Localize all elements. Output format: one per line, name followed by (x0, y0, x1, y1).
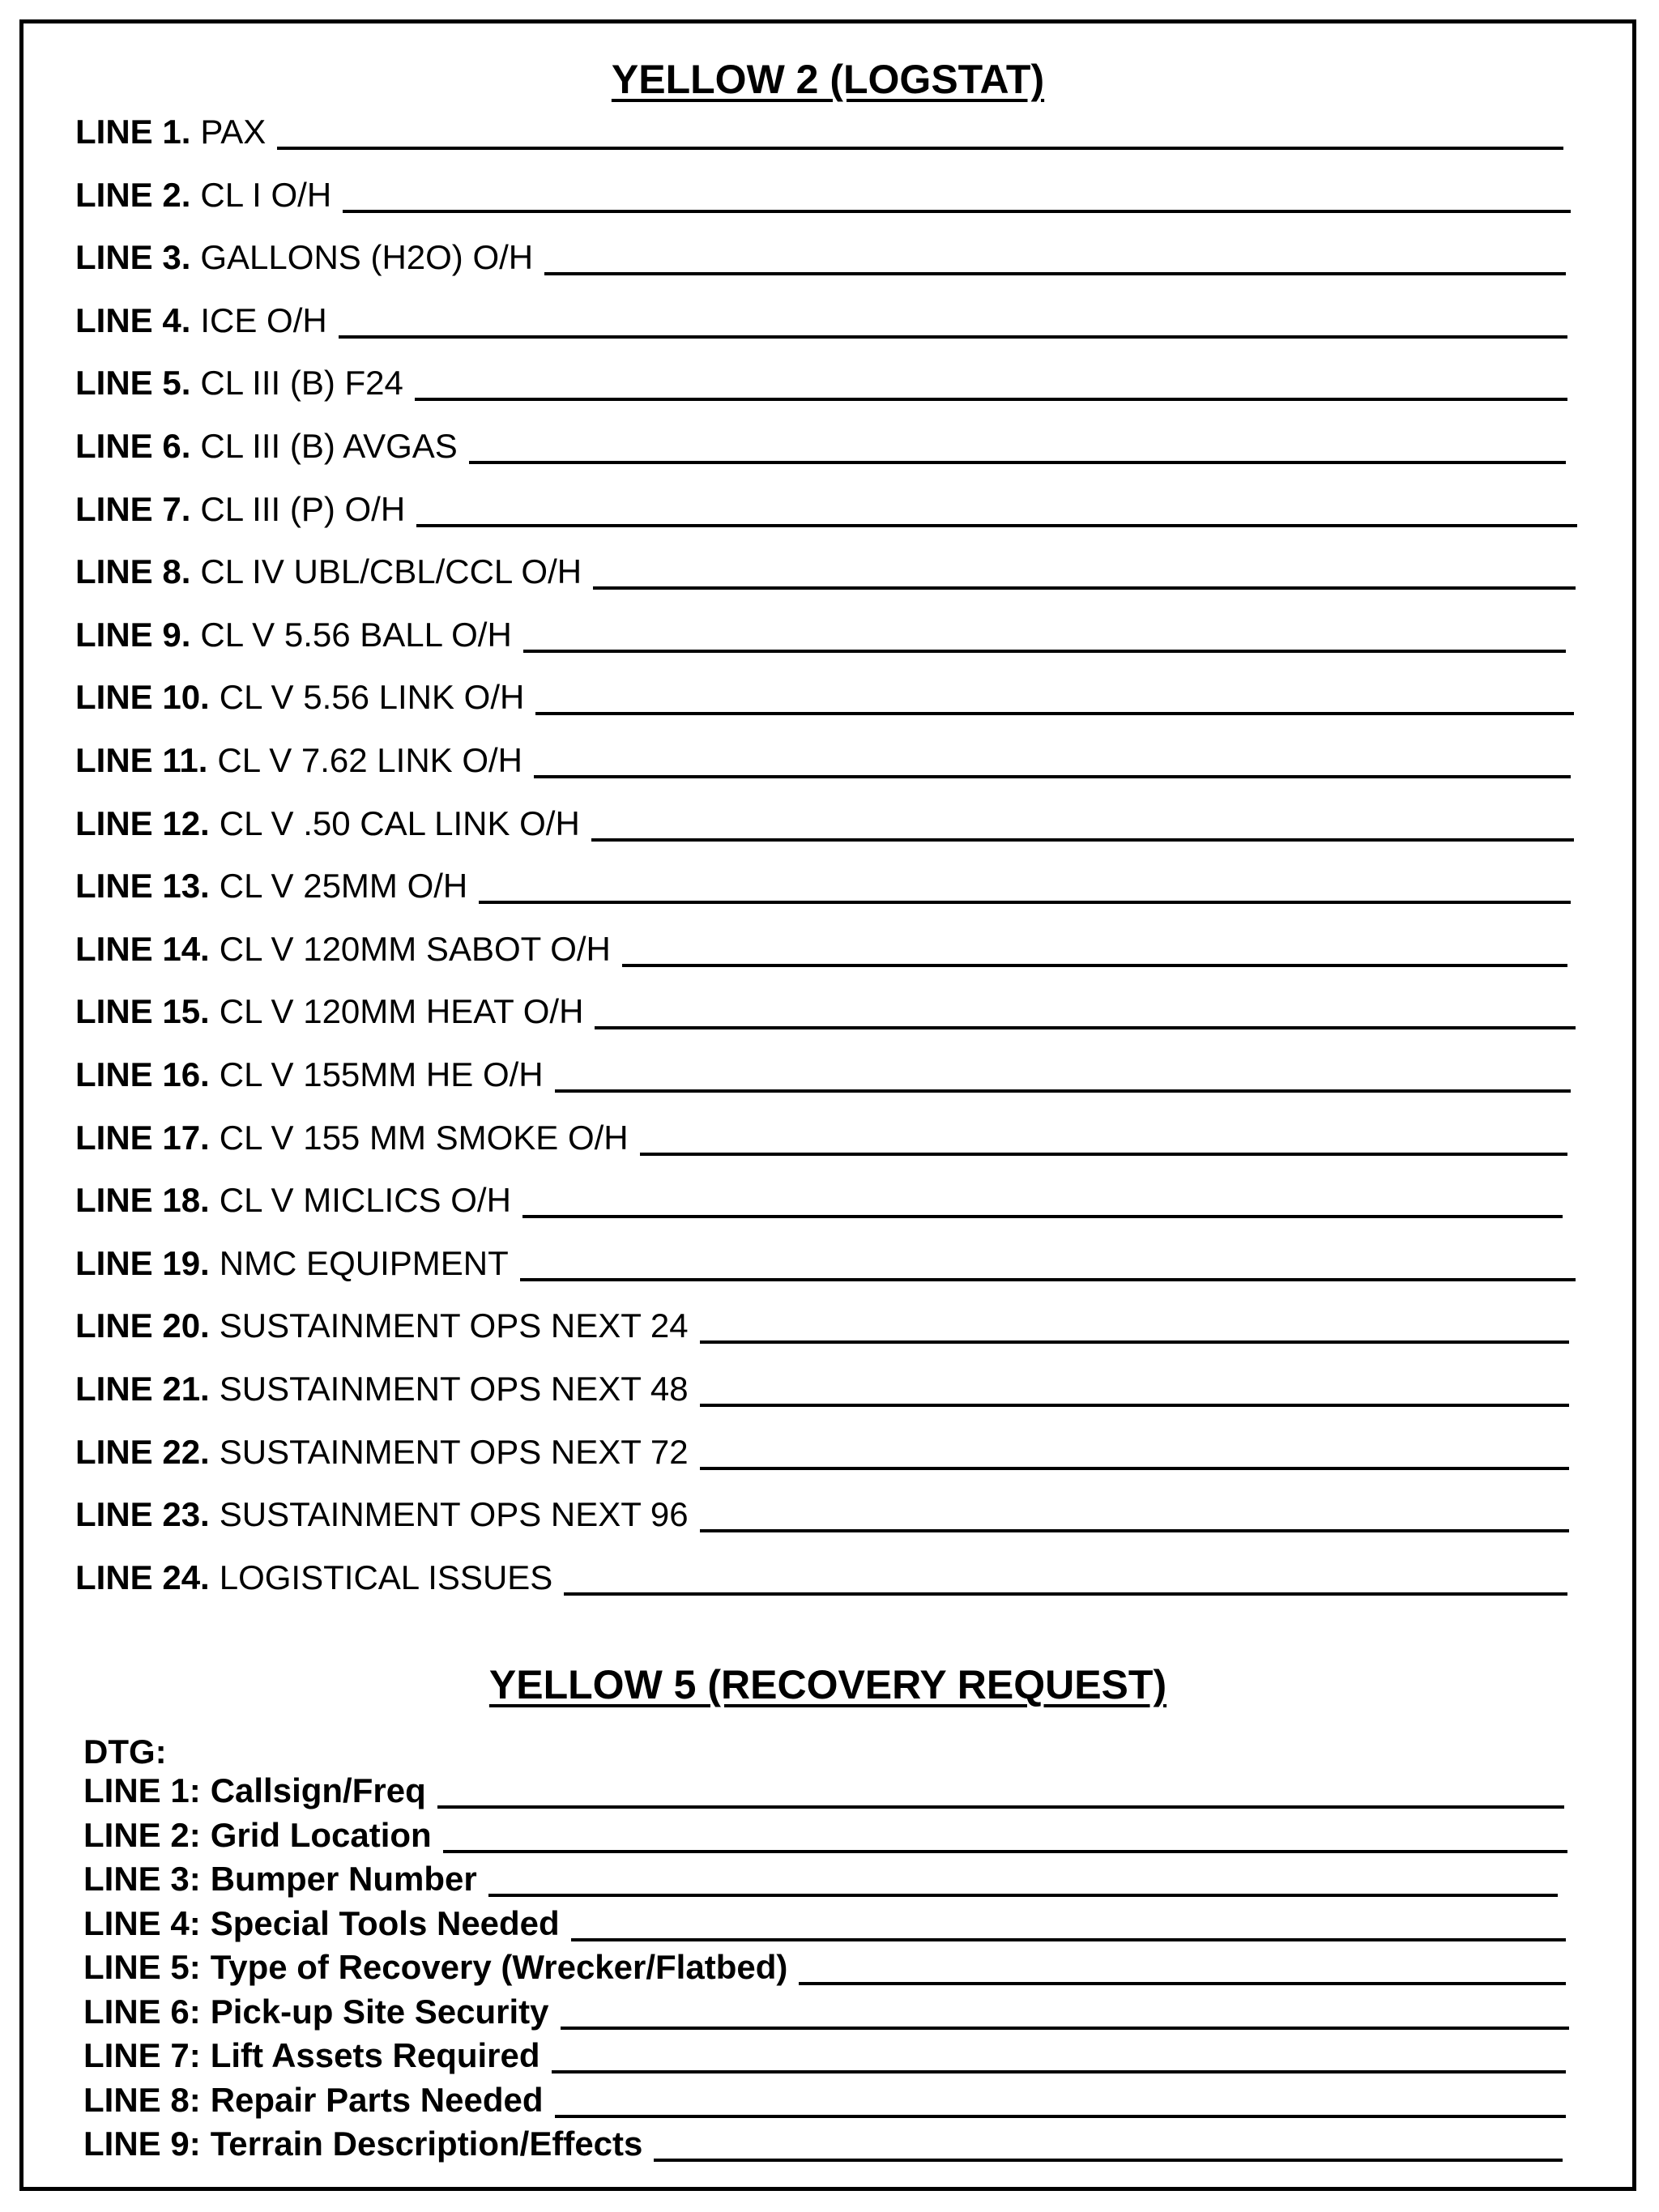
logstat-fill-in-blank[interactable] (595, 1026, 1576, 1029)
logstat-fill-in-blank[interactable] (339, 335, 1567, 339)
recovery-line-7 (83, 2027, 1566, 2075)
logstat-line-label: LOGISTICAL ISSUES (219, 1558, 553, 1596)
logstat-line-label: CL I O/H (200, 175, 332, 214)
logstat-line-number: LINE 23. (75, 1495, 210, 1534)
logstat-line-number: LINE 4. (75, 300, 191, 339)
logstat-fill-in-blank[interactable] (520, 1278, 1576, 1281)
logstat-line-label: GALLONS (H2O) O/H (200, 238, 534, 277)
logstat-line-16 (75, 1046, 1571, 1094)
logstat-line-12 (75, 795, 1574, 843)
logstat-line-22 (75, 1423, 1569, 1472)
logstat-line-number: LINE 17. (75, 1118, 210, 1157)
logstat-line-number: LINE 9. (75, 615, 191, 654)
logstat-line-number: LINE 22. (75, 1432, 210, 1471)
logstat-line-label: CL III (B) AVGAS (200, 427, 458, 465)
logstat-line-7 (75, 480, 1577, 529)
logstat-line-10 (75, 668, 1574, 717)
logstat-line-number: LINE 13. (75, 867, 210, 906)
logstat-line-number: LINE 5. (75, 364, 191, 403)
logstat-fill-in-blank[interactable] (415, 398, 1567, 401)
recovery-line-number: LINE 8: (83, 2080, 201, 2119)
logstat-line-21 (75, 1360, 1569, 1409)
recovery-line-label: Lift Assets Required (210, 2036, 540, 2074)
logstat-line-label: CL V 7.62 LINK O/H (217, 741, 523, 779)
logstat-fill-in-blank[interactable] (555, 1089, 1571, 1093)
logstat-fill-in-blank[interactable] (277, 147, 1563, 150)
recovery-line-2 (83, 1806, 1567, 1855)
logstat-line-number: LINE 20. (75, 1306, 210, 1345)
form-border (19, 19, 1636, 2191)
logstat-line-label: CL V 120MM SABOT O/H (219, 929, 611, 968)
logstat-fill-in-blank[interactable] (544, 272, 1566, 275)
logstat-line-11 (75, 731, 1571, 780)
dtg-label: DTG: (83, 1733, 167, 1771)
recovery-line-6 (83, 1983, 1569, 2031)
recovery-line-label: Type of Recovery (Wrecker/Flatbed) (210, 1948, 788, 1986)
logstat-line-label: CL III (P) O/H (200, 489, 406, 528)
logstat-line-label: CL V 5.56 BALL O/H (200, 615, 512, 654)
recovery-line-label: Terrain Description/Effects (210, 2125, 643, 2163)
logstat-line-label: CL V 25MM O/H (219, 867, 468, 906)
logstat-line-number: LINE 2. (75, 175, 191, 214)
recovery-line-8 (83, 2071, 1566, 2120)
logstat-line-8 (75, 543, 1576, 591)
logstat-line-label: CL V .50 CAL LINK O/H (219, 803, 580, 842)
logstat-fill-in-blank[interactable] (700, 1467, 1569, 1470)
logstat-fill-in-blank[interactable] (700, 1404, 1569, 1407)
logstat-line-3 (75, 228, 1566, 277)
logstat-line-17 (75, 1109, 1567, 1157)
logstat-line-label: CL III (B) F24 (200, 364, 403, 403)
logstat-fill-in-blank[interactable] (522, 1215, 1563, 1218)
logstat-line-5 (75, 354, 1567, 403)
logstat-fill-in-blank[interactable] (416, 524, 1577, 527)
logstat-line-1 (75, 103, 1563, 151)
logstat-line-number: LINE 12. (75, 803, 210, 842)
logstat-line-label: CL IV UBL/CBL/CCL O/H (200, 552, 582, 591)
logstat-line-label: CL V 5.56 LINK O/H (219, 678, 525, 717)
logstat-line-number: LINE 11. (75, 741, 208, 779)
recovery-title: YELLOW 5 (RECOVERY REQUEST) (488, 1662, 1167, 1707)
logstat-line-label: CL V 155MM HE O/H (219, 1055, 544, 1093)
logstat-line-number: LINE 8. (75, 552, 191, 591)
logstat-line-number: LINE 1. (75, 113, 191, 151)
logstat-line-2 (75, 166, 1571, 215)
recovery-line-1 (83, 1762, 1564, 1810)
logstat-line-label: ICE O/H (200, 300, 327, 339)
logstat-line-label: SUSTAINMENT OPS NEXT 72 (219, 1432, 689, 1471)
logstat-line-6 (75, 417, 1566, 466)
recovery-fill-in-blank[interactable] (654, 2159, 1563, 2162)
logstat-line-15 (75, 982, 1576, 1031)
logstat-fill-in-blank[interactable] (591, 838, 1574, 842)
logstat-line-number: LINE 15. (75, 992, 210, 1031)
logstat-line-label: CL V MICLICS O/H (219, 1181, 511, 1220)
logstat-line-14 (75, 920, 1567, 969)
logstat-line-number: LINE 18. (75, 1181, 210, 1220)
logstat-fill-in-blank[interactable] (593, 586, 1576, 590)
logstat-line-number: LINE 3. (75, 238, 191, 277)
logstat-line-number: LINE 14. (75, 929, 210, 968)
logstat-fill-in-blank[interactable] (640, 1153, 1567, 1156)
logstat-line-18 (75, 1171, 1563, 1220)
recovery-line-number: LINE 1: (83, 1771, 201, 1809)
recovery-line-label: Repair Parts Needed (210, 2080, 544, 2119)
logstat-fill-in-blank[interactable] (469, 461, 1566, 464)
logstat-fill-in-blank[interactable] (535, 712, 1574, 715)
recovery-line-label: Bumper Number (210, 1860, 477, 1898)
logstat-line-label: PAX (200, 113, 267, 151)
logstat-fill-in-blank[interactable] (622, 964, 1567, 967)
logstat-fill-in-blank[interactable] (479, 901, 1571, 904)
logstat-line-number: LINE 21. (75, 1370, 210, 1408)
logstat-fill-in-blank[interactable] (343, 210, 1571, 213)
logstat-fill-in-blank[interactable] (534, 775, 1571, 778)
recovery-line-label: Callsign/Freq (210, 1771, 426, 1809)
logstat-fill-in-blank[interactable] (700, 1529, 1569, 1532)
logstat-line-23 (75, 1485, 1569, 1534)
recovery-line-5 (83, 1938, 1566, 1987)
recovery-line-number: LINE 7: (83, 2036, 201, 2074)
recovery-line-label: Special Tools Needed (210, 1903, 560, 1942)
recovery-line-number: LINE 3: (83, 1860, 201, 1898)
logstat-fill-in-blank[interactable] (523, 650, 1566, 653)
logstat-line-19 (75, 1234, 1576, 1283)
recovery-line-9 (83, 2115, 1563, 2163)
logstat-fill-in-blank[interactable] (700, 1340, 1569, 1344)
recovery-line-number: LINE 4: (83, 1903, 201, 1942)
logstat-line-number: LINE 6. (75, 427, 191, 465)
logstat-line-label: SUSTAINMENT OPS NEXT 24 (219, 1306, 689, 1345)
recovery-line-3 (83, 1850, 1558, 1899)
logstat-line-number: LINE 16. (75, 1055, 210, 1093)
logstat-line-20 (75, 1297, 1569, 1345)
logstat-line-24 (75, 1549, 1567, 1597)
logstat-line-9 (75, 606, 1566, 654)
recovery-line-number: LINE 5: (83, 1948, 201, 1986)
logstat-line-label: CL V 120MM HEAT O/H (219, 992, 584, 1031)
recovery-line-4 (83, 1894, 1566, 1943)
recovery-line-label: Pick-up Site Security (210, 1992, 549, 2031)
logstat-line-label: SUSTAINMENT OPS NEXT 48 (219, 1370, 689, 1408)
logstat-line-13 (75, 857, 1571, 906)
logstat-line-number: LINE 19. (75, 1243, 210, 1282)
recovery-line-number: LINE 9: (83, 2125, 201, 2163)
logstat-line-number: LINE 10. (75, 678, 210, 717)
logstat-fill-in-blank[interactable] (564, 1592, 1567, 1596)
logstat-line-label: SUSTAINMENT OPS NEXT 96 (219, 1495, 689, 1534)
recovery-line-label: Grid Location (210, 1815, 432, 1854)
recovery-line-number: LINE 6: (83, 1992, 201, 2031)
logstat-title: YELLOW 2 (LOGSTAT) (611, 57, 1045, 102)
logstat-line-label: NMC EQUIPMENT (219, 1243, 509, 1282)
logstat-line-label: CL V 155 MM SMOKE O/H (219, 1118, 629, 1157)
logstat-line-4 (75, 292, 1567, 340)
logstat-line-number: LINE 7. (75, 489, 191, 528)
logstat-line-number: LINE 24. (75, 1558, 210, 1596)
recovery-line-number: LINE 2: (83, 1815, 201, 1854)
